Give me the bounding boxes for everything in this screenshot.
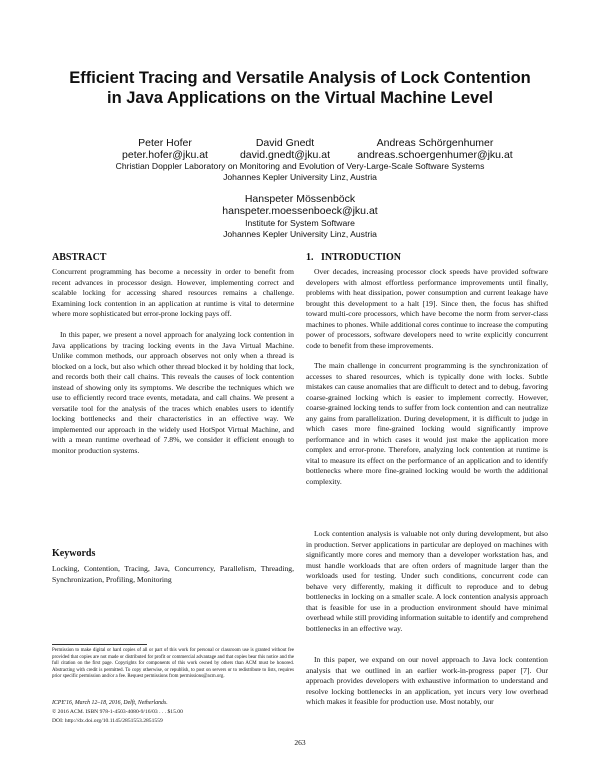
author-block-moessenboeck: [200, 193, 400, 217]
title-line-2: in Java Applications on the Virtual Machine Level: [106, 89, 494, 107]
abstract-paragraph-1: Concurrent programming has become a necessity in order to benefit from recent advances in processor design. However, implementing correct and scalable locking for accessing shared resources remains a challenge. Examining lock contention in an application at runtime is vital to determine where more sophisticated but error-prone locking pays off.: [52, 267, 294, 318]
author-email: peter.hofer@jku.at: [122, 149, 208, 161]
intro-paragraph-4: In this paper, we expand on our novel approach to Java lock contention analysis that we outlined in an earlier work-in-progress paper [7]. Our approach provides developers with exhaustive information to understand and resolve locking bottlenecks in an application, yet incurs very low overhead which makes it feasible for production use. Most notably, our: [306, 655, 548, 706]
affiliation-institute-line: Institute for System Software: [245, 218, 355, 228]
affiliation-cd-lab: [60, 161, 540, 182]
doi-line: DOI: http://dx.doi.org/10.1145/2851553.2851559: [52, 718, 163, 724]
author-name: Hanspeter Mössenböck: [244, 193, 356, 205]
affiliation-university-line: Johannes Kepler University Linz, Austria: [223, 228, 377, 239]
author-name: David Gnedt: [255, 137, 315, 149]
author-email: andreas.schoergenhumer@jku.at: [357, 149, 513, 161]
affiliation-university-line: Johannes Kepler University Linz, Austria: [223, 171, 377, 182]
author-name: Andreas Schörgenhumer: [376, 137, 494, 149]
keywords-heading: Keywords: [52, 548, 96, 559]
author-name: Peter Hofer: [138, 137, 192, 149]
author-email: david.gnedt@jku.at: [239, 149, 331, 161]
author-block-hofer: [110, 137, 220, 161]
intro-paragraph-1: Over decades, increasing processor clock speeds have provided software developers with almost effortless performance improvements until finally, problems with heat dissipation, power consumption and current leakage have brought this development to a halt [19]. Since then, the focus has shifted toward multi-core processors, which have become the norm from server-class machines to phones. While additional cores continue to increase the computing power of processors, software developers need to write explicitly concurrent code to benefit from these improvements.: [306, 267, 548, 350]
footnote-rule: [52, 644, 147, 645]
page-number: 263: [294, 738, 306, 747]
abstract-paragraph-2: In this paper, we present a novel approach for analyzing lock contention in Java applications by tracing locking events in the Java Virtual Machine. Unlike common methods, our approach observes not only when a thread is blocked on a lock, but also which other thread blocked it by holding that lock, and records both their call chains. This reveals the causes of lock contention instead of showing only its symptoms. We describe the techniques which we use to efficiently record trace events, metadata, and call chains. We present a versatile tool for the analysis of the traces which enables users to identify locking bottlenecks and their characteristics in an effective way. We implemented our approach in the widely used HotSpot Virtual Machine, and with a mean runtime overhead of 7.8%, we consider it efficient enough to monitor production systems.: [52, 330, 294, 455]
affiliation-lab-line: Christian Doppler Laboratory on Monitoring and Evolution of Very-Large-Scale Software Systems: [115, 161, 485, 171]
intro-paragraph-2: The main challenge in concurrent programming is the synchronization of accesses to shared resources, which is typically done with locks. Subtle mistakes can cause anomalies that are difficult to detect and to debug, favoring coarse-grained locking which is easier to implement correctly. However, coarse-grained locking tends to suffer from lock contention and can neutralize any gains from parallelization. During development, it is difficult to judge in which cases more fine-grained locking would significantly improve performance and in which cases it would just make the application more complex and error-prone. Therefore, analyzing lock contention at runtime is vital to measure its effect on the performance of an application and to identify bottlenecks where more fine-grained locking would be worth the additional complexity.: [306, 361, 548, 486]
affiliation-ssw: [200, 218, 400, 239]
conference-line: ICPE'16, March 12–18, 2016, Delft, Netherlands.: [52, 700, 168, 706]
intro-paragraph-3: Lock contention analysis is valuable not only during development, but also in production. Server applications in particular are deployed on machines with significantly more cores and memory than a developer workstation has, and must handle workloads that are often orders of magnitude larger than the workloads used for testing. Under such conditions, concurrent code can behave very differently, making it difficult to reproduce and to debug bottlenecks in locking on a smaller scale. A lock contention analysis approach that is feasible for use in a production environment should have minimal overhead while still providing information suitable to identify and comprehend bottlenecks in an effective way.: [306, 529, 548, 633]
copyright-line: © 2016 ACM. ISBN 978-1-4503-4080-9/16/03 . . . $15.00: [52, 709, 183, 715]
abstract-heading: ABSTRACT: [52, 252, 107, 263]
title-line-1: Efficient Tracing and Versatile Analysis of Lock Contention: [69, 69, 531, 87]
paper-title: [40, 68, 560, 108]
keywords-text: Locking, Contention, Tracing, Java, Concurrency, Parallelism, Threading, Synchronization, Profiling, Monitoring: [52, 564, 294, 584]
author-email: hanspeter.moessenboeck@jku.at: [222, 205, 378, 217]
permission-notice: Permission to make digital or hard copies of all or part of this work for personal or classroom use is granted without fee provided that copies are not made or distributed for profit or commercial advantage and that copies bear this notice and the full citation on the first page. Copyrights for components of this work owned by others than ACM must be honored. Abstracting with credit is permitted. To copy otherwise, or republish, to post on servers or to redistribute to lists, requires prior specific permission and/or a fee. Request permissions from permissions@acm.org.: [52, 648, 294, 679]
introduction-heading: 1. INTRODUCTION: [306, 252, 402, 263]
author-block-gnedt: [225, 137, 345, 161]
author-block-schoergenhumer: [340, 137, 530, 161]
